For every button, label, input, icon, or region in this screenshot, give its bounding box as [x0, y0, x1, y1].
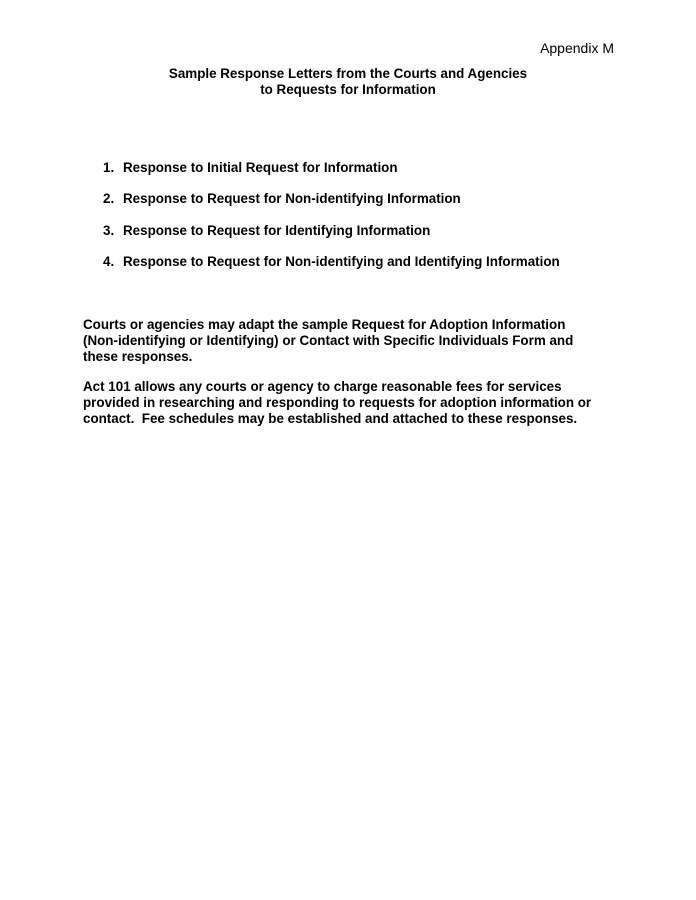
paragraph-line: provided in researching and responding to requests for adoption information or — [83, 395, 592, 410]
list-item-label: Response to Request for Non-identifying and Identifying Information — [123, 253, 560, 269]
document-title — [0, 66, 696, 98]
list-item — [103, 191, 560, 222]
title-line-2: to Requests for Information — [260, 82, 436, 97]
fees-paragraph — [83, 379, 623, 427]
paragraph-line: (Non-identifying or Identifying) or Contact with Specific Individuals Form and — [83, 333, 574, 348]
paragraph-line: these responses. — [83, 349, 193, 364]
title-line-1: Sample Response Letters from the Courts and Agencies — [168, 66, 528, 81]
list-item-label: Response to Request for Identifying Information — [123, 222, 431, 238]
list-item — [103, 254, 560, 285]
list-item-label: Response to Initial Request for Information — [123, 160, 398, 175]
list-item — [103, 160, 560, 191]
list-item-label: Response to Request for Non-identifying Information — [123, 191, 461, 207]
paragraph-line: Act 101 allows any courts or agency to charge reasonable fees for services — [83, 379, 562, 394]
list-item-number: 4. — [103, 253, 115, 269]
list-item — [103, 223, 560, 254]
paragraph-line: Courts or agencies may adapt the sample Request for Adoption Information — [83, 317, 566, 332]
adaptation-paragraph — [83, 317, 623, 365]
appendix-label: Appendix M — [540, 40, 614, 56]
list-item-number: 2. — [103, 191, 115, 207]
list-item-number: 3. — [103, 222, 115, 238]
paragraph-line: contact. Fee schedules may be established and attached to these responses. — [83, 411, 578, 426]
response-letter-list — [103, 160, 560, 285]
list-item-number: 1. — [103, 160, 115, 175]
